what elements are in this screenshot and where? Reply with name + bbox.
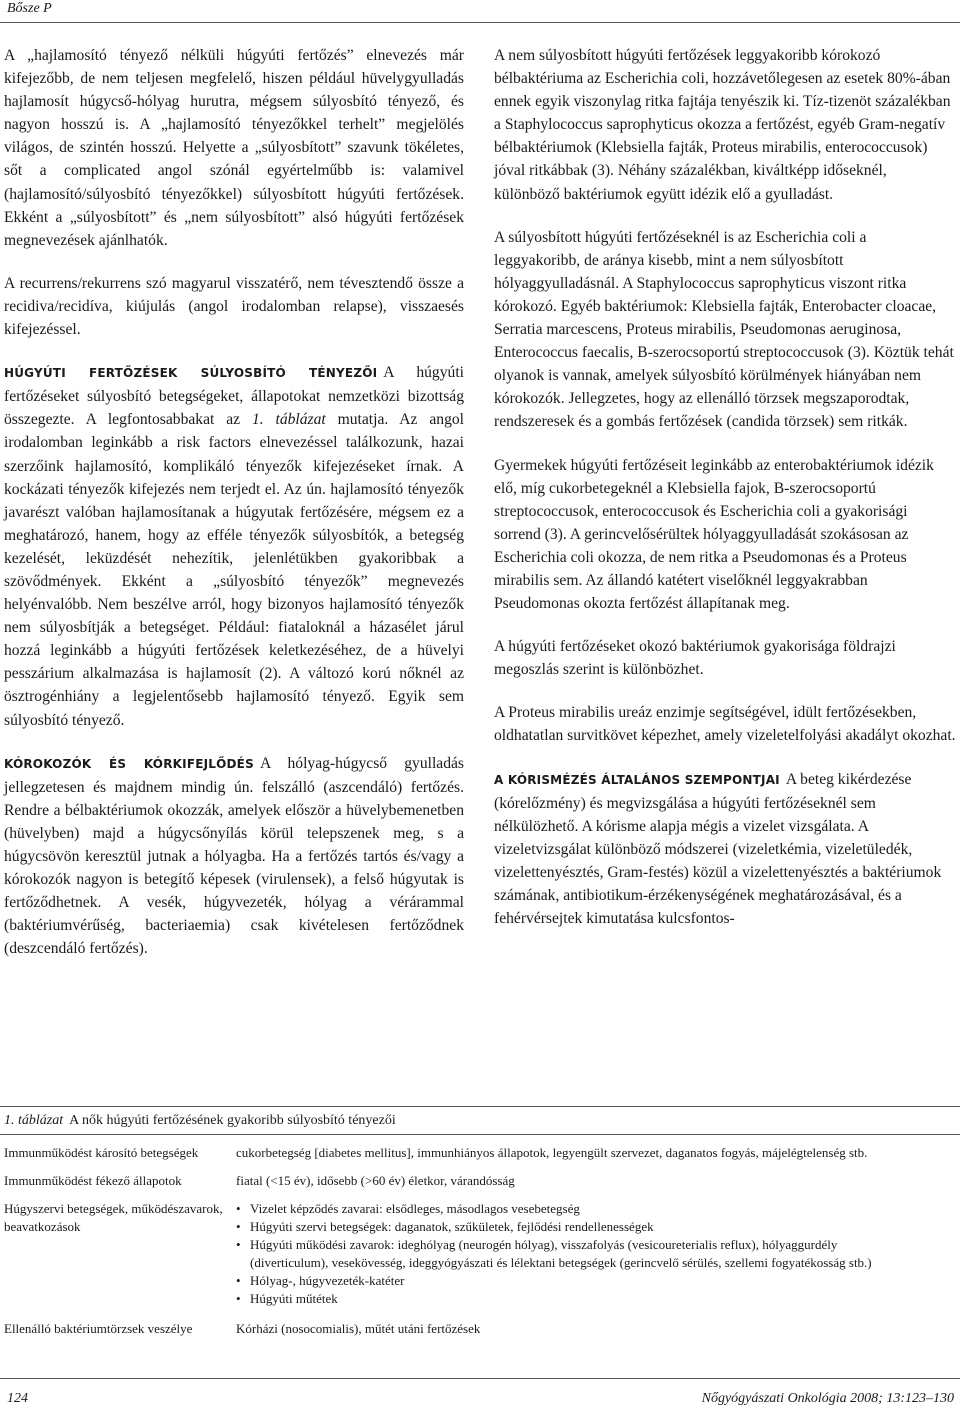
paragraph-text: A hólyag-húgycső gyulladás jellegzetesen és majdnem mindig ún. felszálló (aszcendáló) fertőzés. Rendre a bélbaktériumok okozzák, amelyek először a hüvelybemenetben (hüvelyben) majd a húgycsőnyílás körül telepszenek meg, s a húgycsövön keresztül jutnak a hólyagba. Ha a fertőzés tartós és/vagy a kórokozók nagyon is betegítő képesek (virulensek), a felső húgyutak is fertőződhetnek. A vesék, húgyvezeték, hólyag a vérárammal (baktériumvérűség, bacteriaemia) csak kivételesen fertőződnek (deszcendáló fertőzés). <box>4 754 464 958</box>
table-row-label: Immunműködést károsító betegségek <box>4 1145 199 1160</box>
paragraph: A recurrens/rekurrens szó magyarul visszatérő, nem tévesztendő össze a recidiva/recidíva, kiújulás (angol irodalomban relapse), visszaesés kifejezéssel. <box>4 274 464 339</box>
list-item: • Hólyag-, húgyvezeték-katéter <box>236 1272 956 1290</box>
table-row-value: fiatal (<15 év), idősebb (>60 év) életkor, várandósság <box>236 1173 515 1188</box>
table-row-label: Húgyszervi betegségek, működészavarok, beavatkozások <box>4 1201 223 1234</box>
table-caption-text: A nők húgyúti fertőzésének gyakoribb súlyosbító tényezői <box>69 1113 396 1128</box>
paragraph-text: mutatja. Az angol irodalomban leginkább a risk factors elnevezéssel találkozunk, hazai szerzőink hajlamosító, komplikáló tényezők kifejezéseket írnak. A kockázati tényezők kifejezés nem terjedt el. Az ún. hajlamosító tényezők javarészt valóban hajlamosítanak a húgyutak fertőzésére, mégsem ez a meghatározó, hanem, hogy az efféle tényezők súlyosbítók, a betegség kezelését, leküzdését nehezítik, jelenlétükben gyakoribbak a szövődmények. Ekként a „súlyosbító tényezők” megnevezés helyénvalóbb. Nem beszélve arról, hogy bizonyos hajlamosító tényezők nem súlyosbítják a betegséget. Például: fiataloknál a házasélet járul hozzá leginkább a húgyúti fertőzések keletkezéséhez, de a hüvelyi pesszárium alkalmazása is hajlamosít (2). A változó korú nőknél az ösztrogénhiány a legjelentősebb hajlamosító tényező. Egyik sem súlyosbító tényező. <box>4 411 464 729</box>
paragraph <box>4 361 464 732</box>
left-column <box>4 44 464 980</box>
table-row-value: cukorbetegség [diabetes mellitus], immunhiányos állapotok, legyengült szervezet, daganatos fogyás, májelégtelenség stb. <box>236 1145 868 1160</box>
list-item: • Vizelet képződés zavarai: elsődleges, másodlagos vesebetegség <box>236 1200 956 1218</box>
bullet-list <box>236 1200 956 1308</box>
right-column <box>494 44 956 950</box>
journal-citation: Nőgyógyászati Onkológia 2008; 13:123–130 <box>701 1391 954 1406</box>
list-item-continuation: (diverticulum), vesekövesség, ideggyógyászati és lélektani betegségek (gerincvelő sérülés, szellemi fogyatékosság stb.) <box>250 1255 872 1270</box>
paragraph: A súlyosbított húgyúti fertőzéseknél is az Escherichia coli a leggyakoribb, de aránya kisebb, mint a nem súlyosbított hólyaggyulladásnál. A Staphylococcus saprophyticus viszont ritka kórokozó. Egyéb baktériumok: Klebsiella fajták, Enterobacter cloacae, Serratia marcescens, Proteus mirabilis, Pseudomonas aeruginosa, Enterococcus faecalis, B-szerocsoportú streptococcusok (3). Köztük tehát olyanok is vannak, amelyek súlyosbító körülmények hiányában nem kórokozók. Jellegzetes, hogy az ellenálló törzsek megszaporodtak, rendszeresek és a gombás fertőzések (candida törzsek) sem ritkák. <box>494 228 954 431</box>
risk-factor-table <box>4 1144 956 1338</box>
table-row-label: Immunműködést fékező állapotok <box>4 1173 182 1188</box>
footer-rule <box>0 1378 960 1379</box>
table-row-value <box>236 1200 956 1320</box>
paragraph-text: A beteg kikérdezése (kórelőzmény) és megvizsgálása a húgyúti fertőzéseknél sem nélkülözhető. A kórisme alapja mégis a vizelet vizsgálata. A vizeletvizsgálat különböző módszerei (vizeletkémia, vizeletüledék, vizelettenyésztés, Gram-festés) közül a vizelettenyésztés a baktériumok számának, antibiotikum-érzékenységének meghatározásával, és a fehérvérsejtek kimutatása kulcsfontos- <box>494 770 942 928</box>
paragraph: A húgyúti fertőzéseket okozó baktériumok gyakorisága földrajzi megoszlás szerint is különbözhet. <box>494 638 896 679</box>
section-heading: HÚGYÚTI FERTŐZÉSEK SÚLYOSBÍTÓ TÉNYEZŐI <box>4 366 378 381</box>
table-row-label: Ellenálló baktériumtörzsek veszélye <box>4 1321 193 1336</box>
paragraph <box>4 752 464 961</box>
table-caption-number: 1. táblázat <box>4 1113 64 1128</box>
paragraph: A Proteus mirabilis ureáz enzimje segítségével, idült fertőzésekben, oldhatatlan survitkövet képezhet, amely vizeletelfolyási akadályt okozhat. <box>494 704 956 745</box>
running-head: Bősze P <box>7 1 52 16</box>
table-caption <box>4 1112 396 1130</box>
paragraph: Gyermekek húgyúti fertőzéseit leginkább az enterobaktériumok idézik elő, míg cukorbetegeknél a Klebsiella fajok, B-szerocsoportú streptococcusok, enterococcusok és Escherichia coli a gyakorisági sorrend (3). A gerincvelősérültek hólyaggyulladását szokásosan az Escherichia coli okozza, de nem ritka a Pseudomonas és a Proteus mirabilis sem. Az állandó katétert viselőknél leggyakrabban Pseudomonas okozta fertőzést állapítanak meg. <box>494 456 934 613</box>
list-item: • Húgyúti szervi betegségek: daganatok, szűkületek, fejlődési rendellenességek <box>236 1218 956 1236</box>
list-item: • Húgyúti műtétek <box>236 1290 956 1308</box>
list-item <box>236 1236 956 1272</box>
section-heading: A KÓRISMÉZÉS ÁLTALÁNOS SZEMPONTJAI <box>494 772 780 787</box>
table-row <box>4 1172 956 1200</box>
header-rule <box>0 22 960 23</box>
table-row-value: Kórházi (nosocomialis), műtét utáni fertőzések <box>236 1321 481 1336</box>
list-item-text: Húgyúti működési zavarok: ideghólyag (neurogén hólyag), visszafolyás (vesicoureterialis reflux), hólyaggurdély <box>250 1237 838 1252</box>
section-heading: KÓROKOZÓK ÉS KÓRKIFEJLŐDÉS <box>4 756 254 771</box>
table-row <box>4 1200 956 1320</box>
paragraph <box>494 768 956 931</box>
paragraph: A „hajlamosító tényező nélküli húgyúti fertőzés” elnevezés már kifejezőbb, de nem teljesen megfelelő, hiszen például hüvelygyulladás hajlamosít húgycső-hólyag hurutra, mégsem súlyosbító tényező, és nagyon hosszú is. A „hajlamosító tényezőkkel terhelt” megjelölés világos, de szintén hosszú. Helyette a „súlyosbított” szavunk tökéletes, sőt a complicated angol szónál egyértelműbb is: valamivel (hajlamosító/súlyosbító tényezőkkel) súlyosbított húgyúti fertőzések. Ekként a „súlyosbított” és „nem súlyosbított” alsó húgyúti fertőzések megnevezések ajánlhatók. <box>4 47 464 249</box>
table-top-rule <box>0 1106 960 1107</box>
table-caption-rule <box>0 1134 960 1135</box>
table-reference: 1. táblázat <box>251 411 326 429</box>
page-number: 124 <box>7 1391 28 1406</box>
table-row <box>4 1320 956 1338</box>
table-row <box>4 1144 956 1172</box>
paragraph-text: A húgyúti fertőzéseket súlyosbító betegségeket, állapotokat nemzetközi bizottság összegezte. A legfontosabbakat az <box>4 364 464 429</box>
paragraph: A nem súlyosbított húgyúti fertőzések leggyakoribb kórokozó bélbaktériuma az Escherichia coli, hozzávetőlegesen az esetek 80%-ában ennek egyik viszonylag ritka fajtája tenyészik ki. Tíz-tizenöt százalékban a Staphylococcus saprophyticus okozza a fertőzést, egyéb Gram-negatív bélbaktériumok (Klebsiella fajták, Proteus mirabilis, enterococcusok) jóval ritkábbak (3). Néhány százalékban, kiváltképp időseknél, különböző baktériumok együtt idézik elő a gyulladást. <box>494 47 951 203</box>
